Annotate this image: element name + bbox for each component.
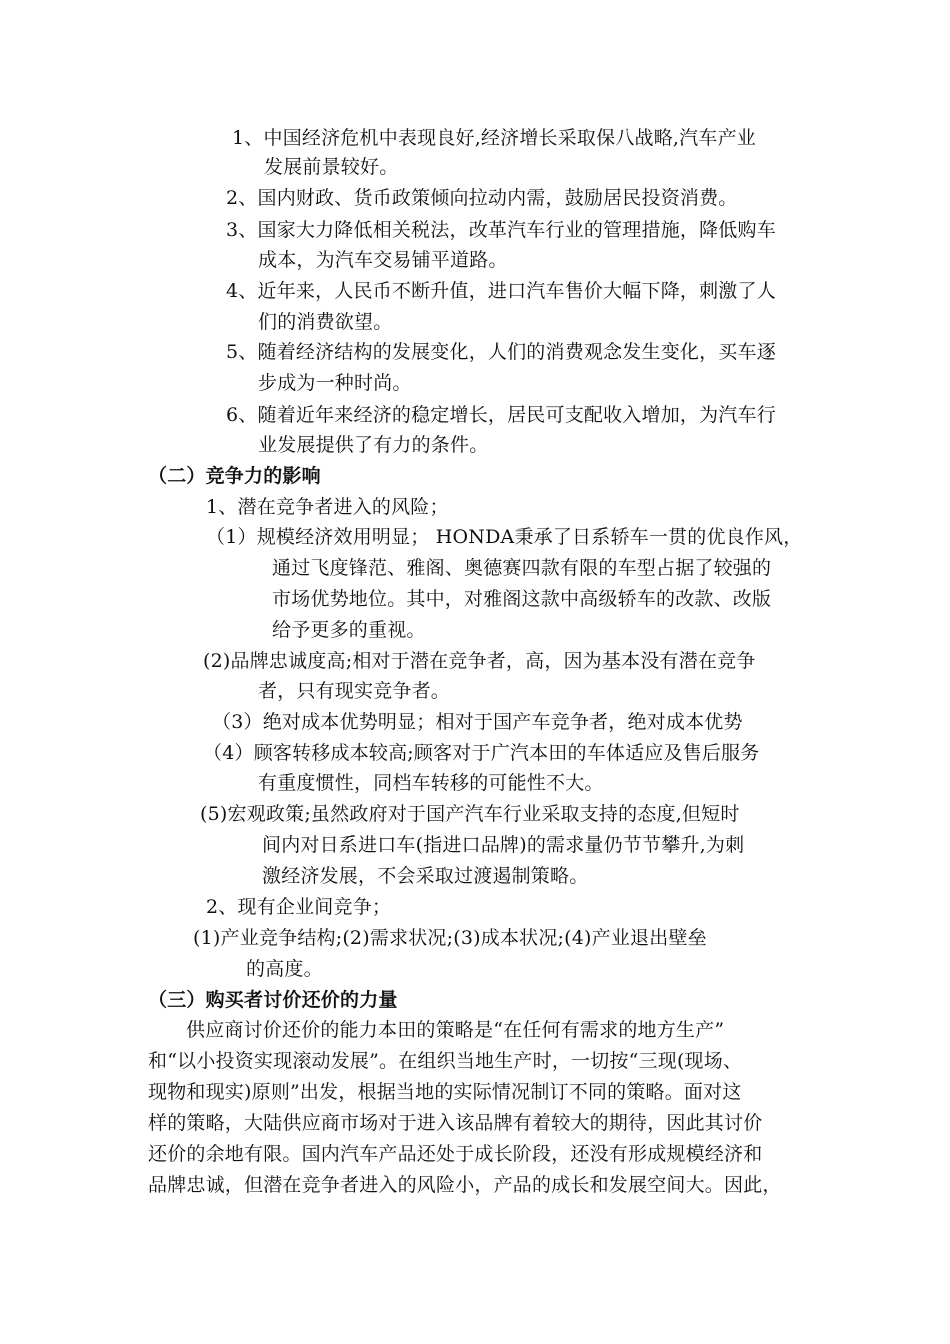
list-item-2-line1: 2、国内财政、货币政策倾向拉动内需，鼓励居民投资消费。	[226, 187, 738, 209]
item-industry-structure-line1: (1)产业竞争结构;(2)需求状况;(3)成本状况;(4)产业退出壁垒	[193, 927, 707, 949]
item-industry-structure-line2: 的高度。	[246, 958, 323, 980]
item-macro-policy-line1: (5)宏观政策;虽然政府对于国产汽车行业采取支持的态度,但短时	[200, 803, 740, 825]
paragraph-line-4: 样的策略，大陆供应商市场对于进入该品牌有着较大的期待，因此其讨价	[148, 1112, 763, 1134]
item-scale-economy-line1: （1）规模经济效用明显； HONDA秉承了日系轿车一贯的优良作风，	[206, 526, 803, 548]
list-item-3-line1: 3、国家大力降低相关税法，改革汽车行业的管理措施，降低购车	[226, 219, 776, 241]
paragraph-line-3: 现物和现实)原则”出发，根据当地的实际情况制订不同的策略。面对这	[148, 1081, 742, 1103]
item-cost-advantage: （3）绝对成本优势明显；相对于国产车竞争者，绝对成本优势	[212, 711, 743, 733]
list-item-3-line2: 成本，为汽车交易铺平道路。	[258, 249, 508, 271]
list-item-4-line2: 们的消费欲望。	[258, 311, 393, 333]
item-brand-loyalty-line2: 者，只有现实竞争者。	[258, 680, 451, 702]
list-item-1-line2: 发展前景较好。	[264, 156, 399, 178]
paragraph-line-2: 和“以小投资实现滚动发展”。在组织当地生产时，一切按“三现(现场、	[148, 1050, 743, 1072]
paragraph-line-5: 还价的余地有限。国内汽车产品还处于成长阶段，还没有形成规模经济和	[148, 1143, 763, 1165]
subheading-existing-competition: 2、现有企业间竞争；	[206, 896, 392, 918]
list-item-6-line1: 6、随着近年来经济的稳定增长，居民可支配收入增加，为汽车行	[226, 404, 776, 426]
list-item-5-line1: 5、随着经济结构的发展变化，人们的消费观念发生变化，买车逐	[226, 341, 776, 363]
subheading-potential-entrants: 1、潜在竞争者进入的风险；	[206, 496, 449, 518]
list-item-6-line2: 业发展提供了有力的条件。	[258, 434, 489, 456]
list-item-4-line1: 4、近年来，人民币不断升值，进口汽车售价大幅下降，刺激了人	[226, 280, 776, 302]
item-brand-loyalty-line1: (2)品牌忠诚度高;相对于潜在竞争者，高，因为基本没有潜在竞争	[203, 650, 756, 672]
paragraph-line-6: 品牌忠诚，但潜在竞争者进入的风险小，产品的成长和发展空间大。因此，	[148, 1174, 782, 1196]
item-scale-economy-line2: 通过飞度锋范、雅阁、奥德赛四款有限的车型占据了较强的	[272, 557, 772, 579]
paragraph-line-1: 供应商讨价还价的能力本田的策略是“在任何有需求的地方生产”	[186, 1019, 725, 1041]
item-macro-policy-line2: 间内对日系进口车(指进口品牌)的需求量仍节节攀升,为刺	[262, 834, 745, 856]
section-heading-buyer-power: （三）购买者讨价还价的力量	[148, 989, 398, 1011]
item-macro-policy-line3: 激经济发展，不会采取过渡遏制策略。	[262, 865, 589, 887]
list-item-5-line2: 步成为一种时尚。	[258, 372, 412, 394]
item-scale-economy-line3: 市场优势地位。其中，对雅阁这款中高级轿车的改款、改版	[272, 588, 772, 610]
list-item-1-line1: 1、中国经济危机中表现良好,经济增长采取保八战略,汽车产业	[232, 127, 756, 149]
item-switching-cost-line1: （4）顾客转移成本较高;顾客对于广汽本田的车体适应及售后服务	[203, 742, 760, 764]
item-scale-economy-line4: 给予更多的重视。	[272, 619, 426, 641]
item-switching-cost-line2: 有重度惯性，同档车转移的可能性不大。	[258, 772, 604, 794]
section-heading-competitiveness: （二）竞争力的影响	[148, 465, 321, 487]
